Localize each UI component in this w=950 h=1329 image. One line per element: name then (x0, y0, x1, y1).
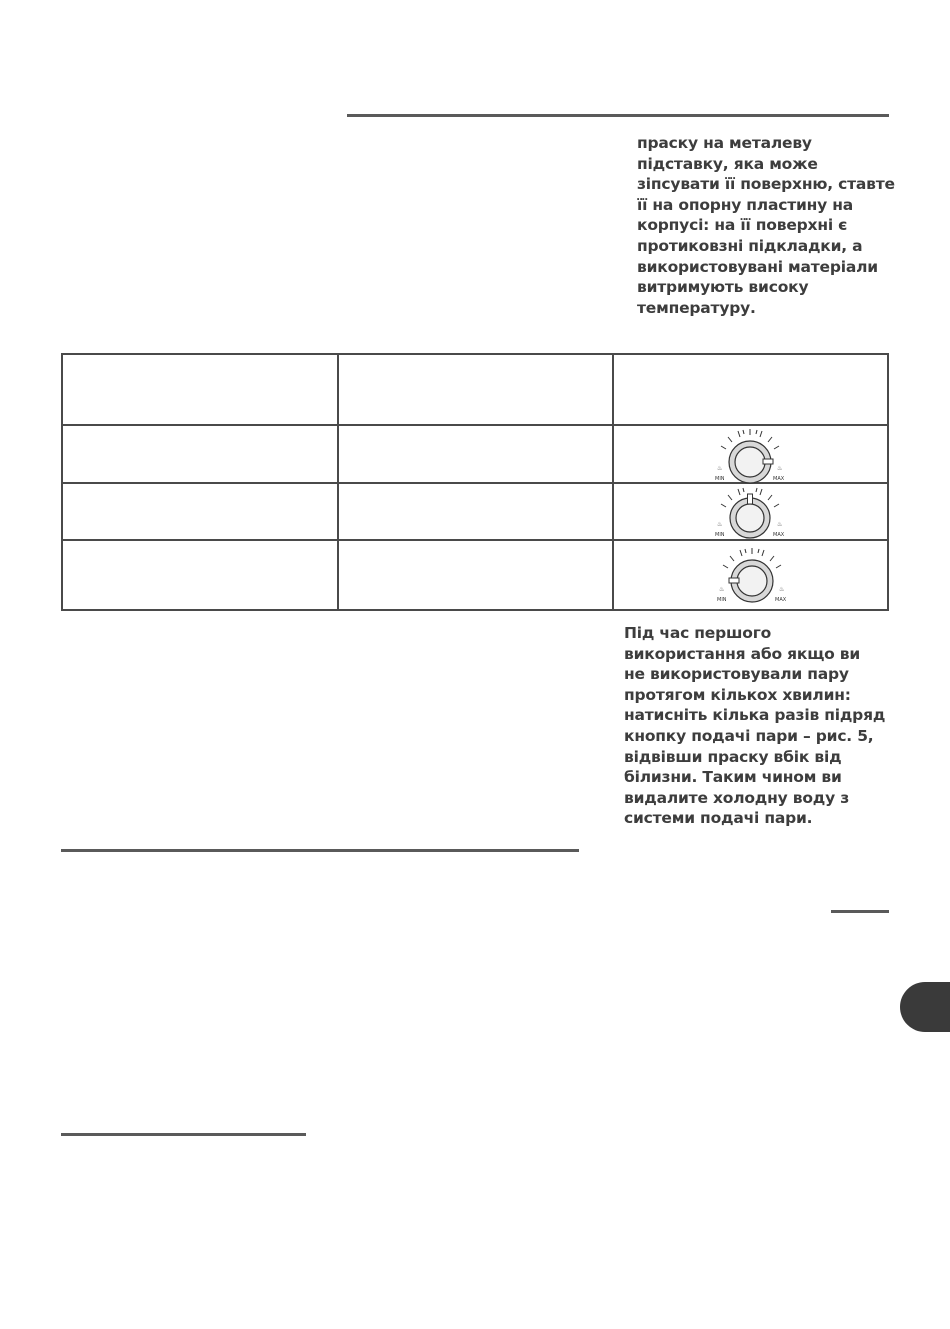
dial-min-label: MIN (715, 532, 725, 538)
svg-text:♨: ♨ (777, 465, 783, 472)
svg-text:♨: ♨ (719, 586, 725, 593)
temperature-table (61, 353, 889, 611)
page-tab-marker (900, 982, 950, 1032)
dial-max-label: MAX (775, 597, 787, 603)
short-section-rule (831, 910, 889, 913)
dial-min-label: MIN (715, 476, 725, 482)
dial-min-label: MIN (717, 597, 727, 603)
top-section-rule (347, 114, 889, 117)
dial-max-label: MAX (773, 476, 785, 482)
section-rule (61, 849, 579, 852)
first-use-steam-note: Під час першого використання або якщо ви не використовували пару протягом кількох хвилин: натисніть кілька разів підряд кнопку подачі пари – рис. 5, відвівши праску вбік від білизни. Таким чином ви видалите холодну воду з системи подачі пари. (624, 624, 886, 828)
thermostat-dial-icon (715, 545, 789, 605)
svg-text:♨: ♨ (717, 521, 723, 528)
bottom-section-rule (61, 1133, 306, 1136)
thermostat-dial-icon (713, 426, 787, 484)
metal-stand-note: праску на металеву підставку, яка може зіпсувати її поверхню, ставте її на опорну пластину на корпусі: на її поверхні є протиковзні підкладки, а використовувані матеріали витримують високу температуру. (637, 134, 895, 317)
svg-text:♨: ♨ (777, 521, 783, 528)
thermostat-dial-icon (713, 484, 787, 540)
svg-text:♨: ♨ (717, 465, 723, 472)
svg-text:♨: ♨ (779, 586, 785, 593)
dial-max-label: MAX (773, 532, 785, 538)
